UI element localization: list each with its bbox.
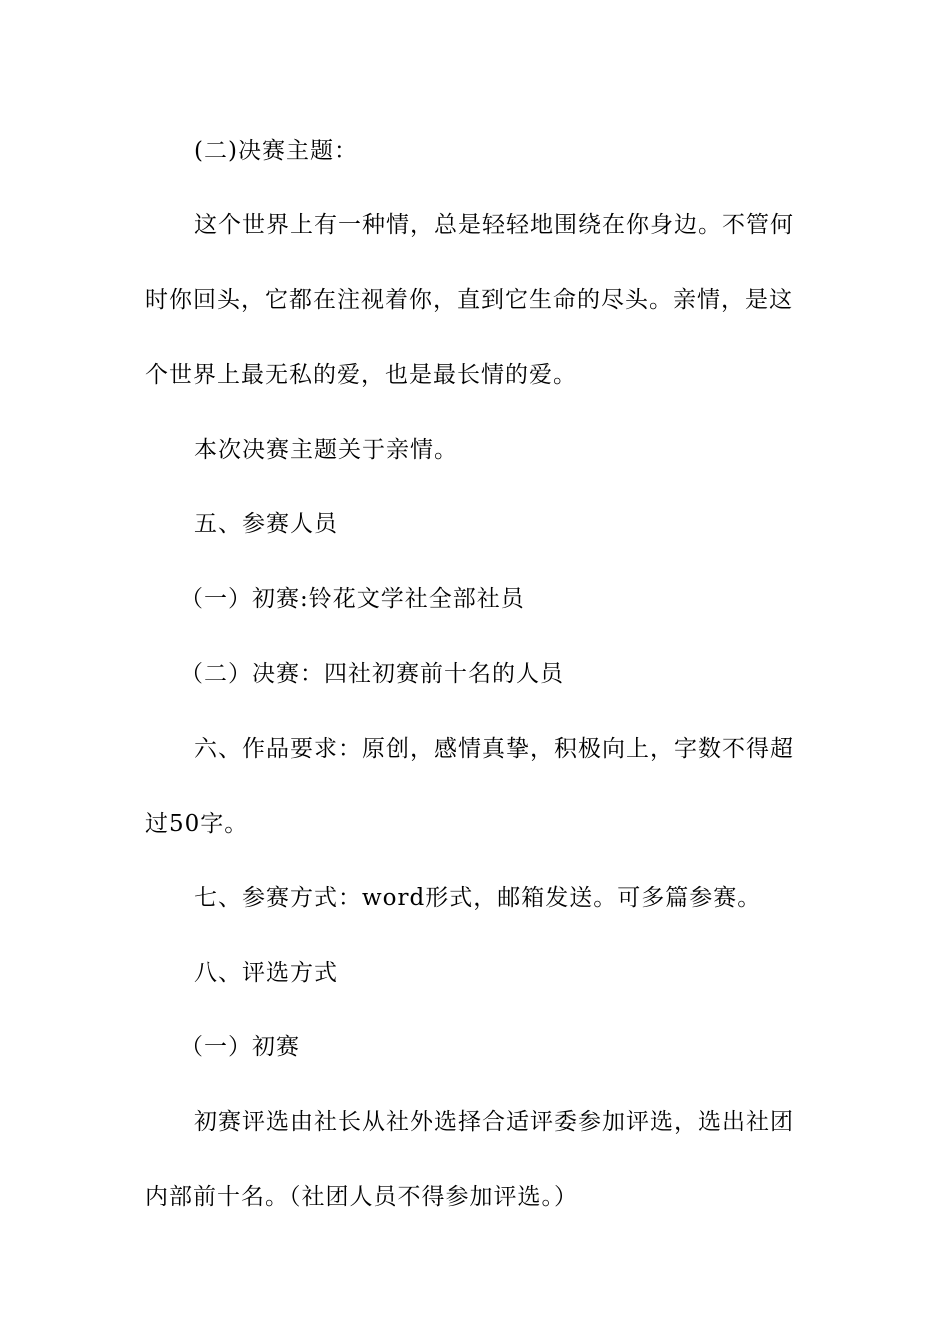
list-item: （一）初赛 xyxy=(180,1034,300,1060)
section-heading-participants: 五、参赛人员 xyxy=(194,511,338,537)
paragraph-line: 时你回头，它都在注视着你，直到它生命的尽头。亲情，是这 xyxy=(145,287,793,313)
paragraph-line: 六、作品要求：原创，感情真挚，积极向上，字数不得超 xyxy=(194,736,794,762)
final-theme-heading: (二)决赛主题： xyxy=(194,138,358,164)
paragraph-line: 内部前十名。（社团人员不得参加评选。） xyxy=(145,1184,578,1210)
paragraph-line: 这个世界上有一种情，总是轻轻地围绕在你身边。不管何 xyxy=(194,212,794,238)
paragraph-line: 过50字。 xyxy=(145,811,249,837)
paragraph-line: 初赛评选由社长从社外选择合适评委参加评选，选出社团 xyxy=(194,1109,794,1135)
paragraph-line: 个世界上最无私的爱，也是最长情的爱。 xyxy=(145,362,577,388)
list-item: （一）初赛:铃花文学社全部社员 xyxy=(180,586,525,612)
paragraph-line: 七、参赛方式：word形式，邮箱发送。可多篇参赛。 xyxy=(194,885,762,911)
section-heading-evaluation: 八、评选方式 xyxy=(194,960,338,986)
paragraph-line: 本次决赛主题关于亲情。 xyxy=(194,437,458,463)
list-item: （二）决赛：四社初赛前十名的人员 xyxy=(180,661,564,687)
